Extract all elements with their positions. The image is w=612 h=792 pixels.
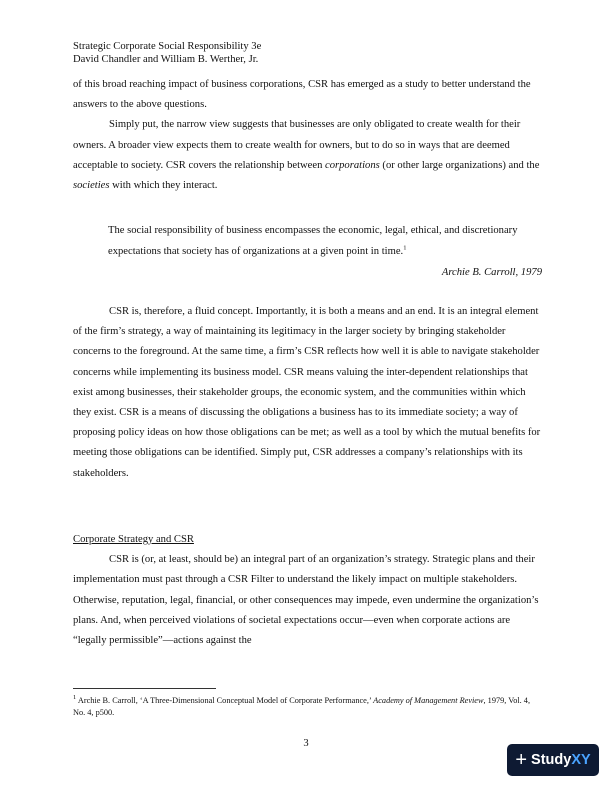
badge-text-study: Study bbox=[531, 752, 572, 768]
quote-attribution: Archie B. Carroll, 1979 bbox=[441, 267, 542, 278]
body-block-middle bbox=[73, 302, 543, 484]
block-quote bbox=[108, 220, 542, 283]
footnote bbox=[73, 695, 543, 718]
body-block-bottom bbox=[73, 530, 543, 651]
body-block-top bbox=[73, 75, 543, 196]
paragraph-2-text-b: (or other large organizations) and the bbox=[379, 159, 540, 171]
emphasis-societies: societies bbox=[73, 180, 110, 192]
paragraph-2-text-c: with which they interact. bbox=[109, 180, 218, 192]
running-header bbox=[73, 40, 261, 66]
badge-text-xy: XY bbox=[571, 752, 591, 768]
paragraph-3: CSR is, therefore, a fluid concept. Importantly, it is both a means and an end. It is an integral element of the firm’s strategy, a way of maintaining its legitimacy in the larger society by bringing stakeholder concerns to the foreground. At the same time, a firm’s CSR reflects how well it is able to navigate stakeholder concerns while implementing its business model. CSR means valuing the inter-dependent relationships that exist among businesses, their stakeholder groups, the economic system, and the communities within which they exist. CSR is a means of discussing the obligations a business has to its immediate society; a way of proposing policy ideas on how those obligations can be met; as well as a tool by which the mutual benefits for meeting those obligations can be identified. Simply put, CSR addresses a company’s relationships with its stakeholders. bbox=[73, 306, 541, 479]
plus-icon: + bbox=[515, 748, 528, 771]
footnote-journal: Academy of Management Review bbox=[373, 696, 484, 705]
paragraph-4: CSR is (or, at least, should be) an integral part of an organization’s strategy. Strategic plans and their implementation must past through a CSR Filter to understand the likely impact on multiple stakeholders. Otherwise, reputation, legal, financial, or other consequences may impede, even undermine the organization’s plans. And, when perceived violations of societal expectations occur—even when corporate actions are “legally permissible”—actions against the bbox=[73, 554, 539, 647]
emphasis-corporations: corporations bbox=[325, 159, 380, 171]
studyxy-badge[interactable] bbox=[507, 744, 599, 776]
quote-text bbox=[108, 220, 542, 262]
footnote-text-b: , 1979, Vol. 4, No. 4, p500. bbox=[73, 696, 531, 717]
header-authors: David Chandler and William B. Werther, Jr. bbox=[73, 54, 259, 65]
header-book-title: Strategic Corporate Social Responsibility 3e bbox=[73, 41, 262, 52]
paragraph-2-text-a: Simply put, the narrow view suggests that businesses are only obligated to create wealth for their owners. A broader view expects them to create wealth for owners, but to do so in ways that are deemed acceptable to society. CSR covers the relationship between bbox=[73, 119, 521, 171]
quote-body: The social responsibility of business encompasses the economic, legal, ethical, and discretionary expectations that society has of organizations at a given point in time. bbox=[108, 225, 518, 257]
footnote-divider bbox=[73, 688, 216, 689]
footnote-number: 1 bbox=[73, 694, 77, 702]
paragraph-1: of this broad reaching impact of business corporations, CSR has emerged as a study to better understand the answers to the above questions. bbox=[73, 79, 531, 111]
page-number: 3 bbox=[303, 738, 309, 749]
footnote-text-a: Archie B. Carroll, ‘A Three-Dimensional Conceptual Model of Corporate Performance,’ bbox=[76, 696, 374, 705]
section-title: Corporate Strategy and CSR bbox=[73, 534, 194, 545]
paragraph-2 bbox=[73, 115, 543, 196]
footnote-ref[interactable]: 1 bbox=[403, 244, 407, 252]
